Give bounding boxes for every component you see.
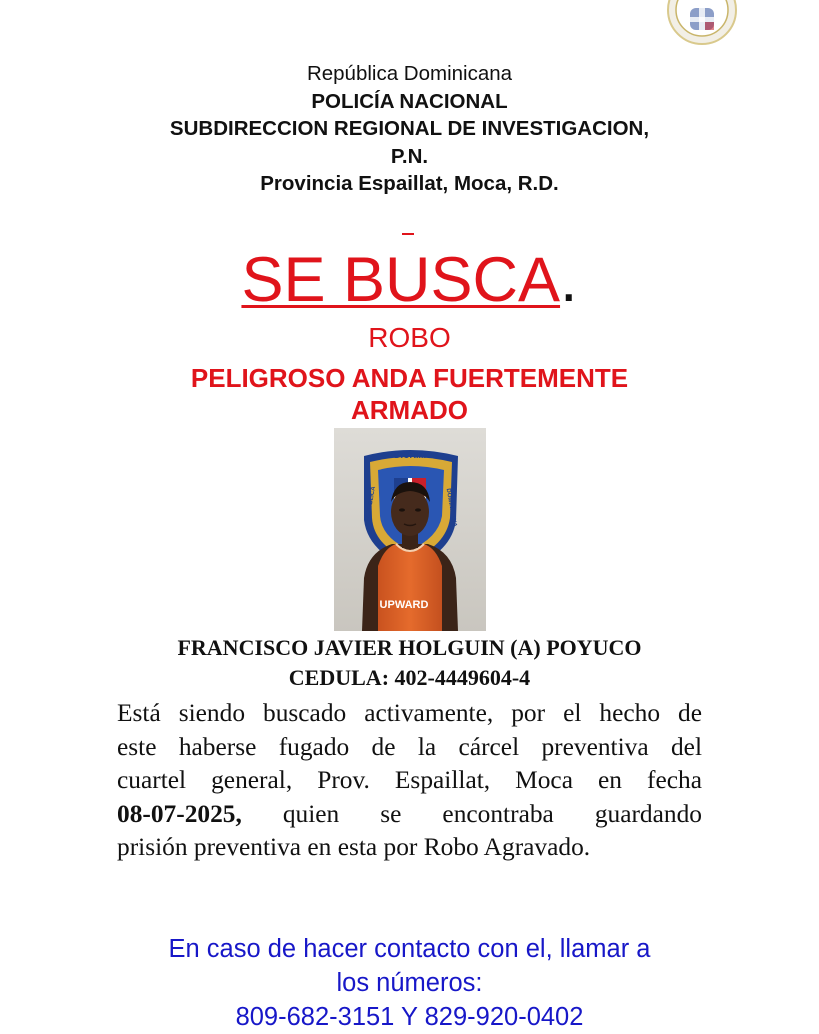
suspect-photo [334,428,486,631]
header-institution: POLICÍA NACIONAL [311,89,508,113]
wanted-title [0,244,819,316]
suspect-id-number: 402-4449604-4 [394,665,531,690]
badge-left-text: REPUBLICA [365,486,378,522]
red-dash-divider [402,233,414,235]
escape-date: 08-07-2025, [117,799,242,828]
suspect-name: FRANCISCO JAVIER HOLGUIN (A) POYUCO [177,635,642,660]
crime-type: ROBO [368,322,451,353]
contact-line-1: En caso de hacer contacto con el, llamar a [168,935,651,963]
description-line-1: Está siendo buscado activamente, por el hecho de [117,699,702,727]
header-department: SUBDIRECCION REGIONAL DE INVESTIGACION, [169,117,650,140]
contact-phones: 809-682-3151 Y 829-920-0402 [235,1003,584,1031]
suspect-id-label: CEDULA: [288,665,390,690]
case-description [117,697,702,865]
header-location: Provincia Espaillat, Moca, R.D. [260,172,559,195]
suspect-id [0,663,819,693]
badge-text: DICRIM [394,450,426,460]
header [0,60,819,198]
wanted-title-period: . [560,245,578,315]
header-department-suffix: P.N. [390,144,429,168]
police-seal-icon [666,0,738,46]
header-country: República Dominicana [306,62,513,85]
contact-line-2: los números: [336,969,483,997]
description-line-2: este haberse fugado de la cárcel preventiva del [117,732,702,761]
description-line-4-rest: quien se encontraba guardando [282,799,702,828]
danger-warning [0,362,819,426]
danger-warning-line1: PELIGROSO ANDA FUERTEMENTE [190,363,629,393]
shirt-text: UPWARD [379,599,429,611]
danger-warning-line2: ARMADO [351,395,468,425]
suspect-identification [0,633,819,693]
description-line-4 [117,798,702,832]
description-line-3: cuartel general, Prov. Espaillat, Moca en fecha [117,766,702,794]
contact-info [0,932,819,1034]
wanted-title-text: SE BUSCA [241,245,561,315]
description-line-5: prisión preventiva en esta por Robo Agravado. [117,833,591,861]
badge-right-text: DOMINICANA [444,488,458,528]
